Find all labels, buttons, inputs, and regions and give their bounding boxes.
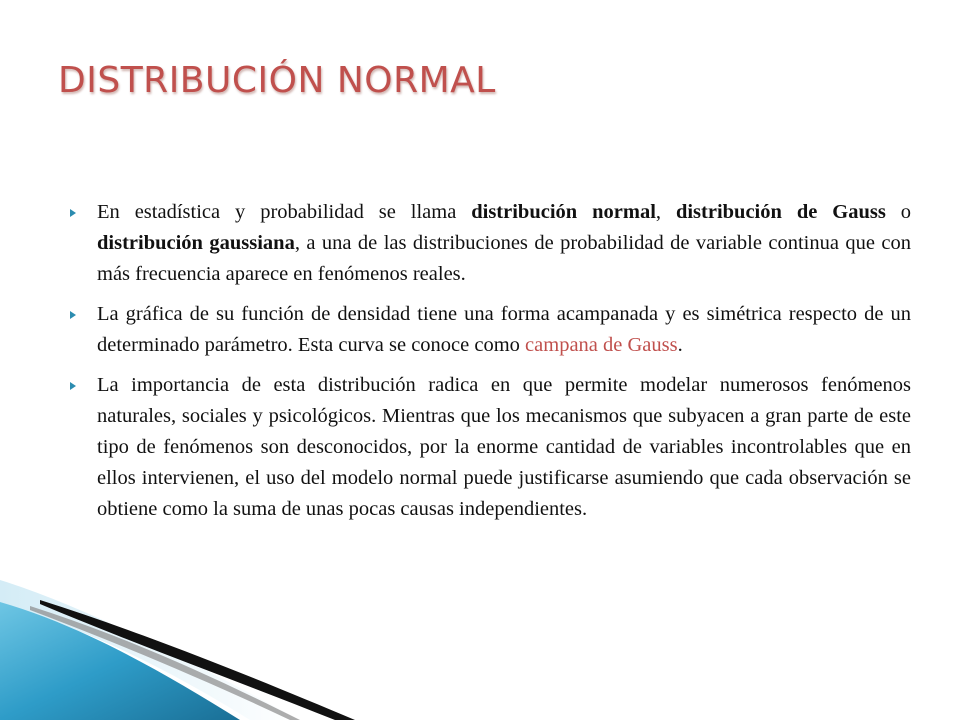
- bullet-arrow-icon: [70, 382, 76, 390]
- campana-de-gauss-link[interactable]: campana de Gauss: [525, 334, 678, 356]
- bullet-arrow-icon: [70, 209, 76, 217]
- bullet-arrow-icon: [70, 311, 76, 319]
- bullet-2-text-b: .: [677, 334, 683, 356]
- bullet-1-text-a: En estadística y probabilidad se llama: [97, 201, 472, 223]
- bullet-1-text-d: , a una de las distribuciones de probabilidad de variable continua que con más frecuencia aparece en fenómenos reales.: [97, 232, 911, 285]
- bullet-1-text-c: o: [885, 201, 912, 223]
- bullet-item-1: [70, 197, 911, 290]
- slide-content: [70, 197, 911, 534]
- bullet-1-term-normal: distribución normal: [471, 201, 656, 223]
- bullet-1-term-gauss: distribución de Gauss: [675, 201, 886, 223]
- slide-title: DISTRIBUCIÓN NORMAL: [58, 60, 496, 101]
- bullet-item-3: [70, 370, 911, 525]
- corner-swoosh-decoration: [0, 580, 380, 720]
- bullet-item-2: [70, 299, 911, 361]
- bullet-3-text: La importancia de esta distribución radica en que permite modelar numerosos fenómenos naturales, sociales y psicológicos. Mientras que los mecanismos que subyacen a gran parte de este tipo de fenómenos son desconocidos, por la enorme cantidad de variables incontrolables que en ellos intervienen, el uso del modelo normal puede justificarse asumiendo que cada observación se obtiene como la suma de unas pocas causas independientes.: [97, 374, 911, 520]
- bullet-2-text-a: La gráfica de su función de densidad tiene una forma acampanada y es simétrica respecto de un determinado parámetro. Esta curva se conoce como: [97, 303, 911, 356]
- bullet-1-text-b: ,: [655, 201, 676, 223]
- bullet-1-term-gaussiana: distribución gaussiana: [97, 232, 295, 254]
